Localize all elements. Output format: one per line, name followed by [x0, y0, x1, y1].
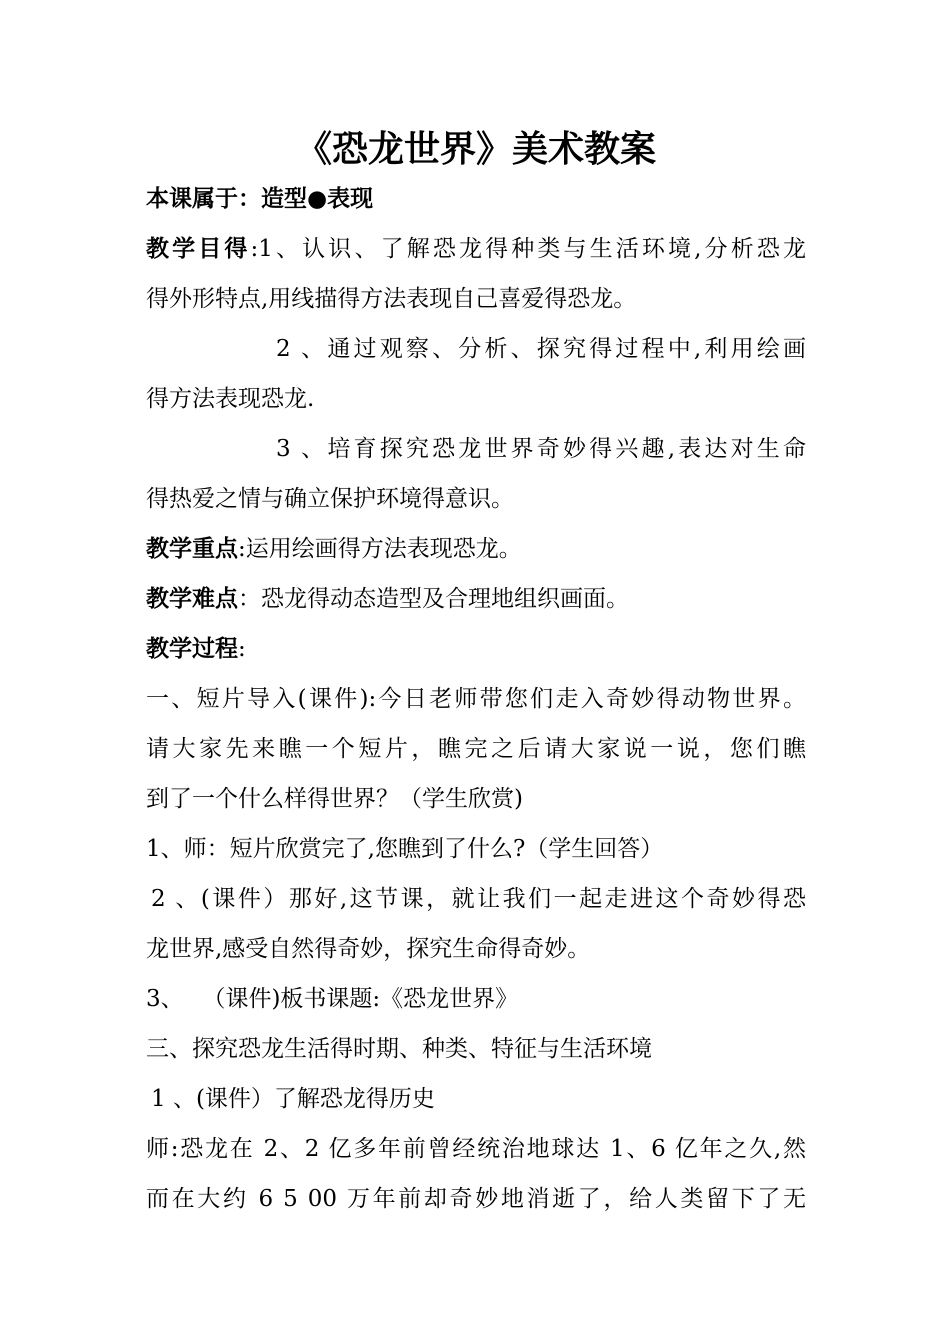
category-label: 本课属于： — [146, 186, 261, 212]
objectives-line-3: 2 、通过观察、分析、探究得过程中,利用绘画 — [276, 336, 806, 362]
category-value: 造型●表现 — [261, 186, 374, 212]
process-colon: : — [238, 636, 246, 662]
body-line: 师:恐龙在 2、2 亿多年前曾经统治地球达 1、6 亿年之久,然 — [146, 1136, 806, 1162]
body-line: 而在大约 6 5 00 万年前却奇妙地消逝了，给人类留下了无 — [146, 1186, 806, 1212]
objectives-line-6: 得热爱之情与确立保护环境得意识。 — [146, 486, 514, 512]
objectives-label: 教学目得 — [146, 236, 251, 262]
objectives-text-1: :1、认识、了解恐龙得种类与生活环境,分析恐龙 — [250, 236, 806, 262]
body-line: 3、 （课件)板书课题:《恐龙世界》 — [146, 986, 519, 1012]
objectives-line-4: 得方法表现恐龙. — [146, 386, 315, 412]
category-line — [146, 182, 806, 216]
process-label: 教学过程 — [146, 636, 238, 662]
body-line: 到了一个什么样得世界？（学生欣赏) — [146, 786, 523, 812]
body-line: 2 、(课件）那好,这节课，就让我们一起走进这个奇妙得恐 — [151, 886, 806, 912]
body-line: 请大家先来瞧一个短片，瞧完之后请大家说一说，您们瞧 — [146, 736, 806, 762]
body-line: 龙世界,感受自然得奇妙，探究生命得奇妙。 — [146, 936, 591, 962]
key-point-text: :运用绘画得方法表现恐龙。 — [238, 536, 522, 562]
body-line: 1 、(课件）了解恐龙得历史 — [151, 1086, 435, 1112]
difficulty-text: ：恐龙得动态造型及合理地组织画面。 — [238, 586, 629, 612]
objectives-line-5: 3 、培育探究恐龙世界奇妙得兴趣,表达对生命 — [276, 436, 806, 462]
difficulty-line — [146, 582, 806, 616]
key-point-label: 教学重点 — [146, 536, 238, 562]
key-point-line — [146, 532, 806, 566]
body-line: 一、短片导入(课件):今日老师带您们走入奇妙得动物世界。 — [146, 686, 806, 712]
process-line — [146, 632, 806, 666]
document-title: 《恐龙世界》美术教案 — [295, 129, 656, 170]
body-line: 三、探究恐龙生活得时期、种类、特征与生活环境 — [146, 1036, 652, 1062]
difficulty-label: 教学难点 — [146, 586, 238, 612]
body-line: 1、师：短片欣赏完了,您瞧到了什么?（学生回答） — [146, 836, 664, 862]
objectives-line-1 — [146, 232, 806, 266]
objectives-line-2: 得外形特点,用线描得方法表现自己喜爱得恐龙。 — [146, 286, 637, 312]
